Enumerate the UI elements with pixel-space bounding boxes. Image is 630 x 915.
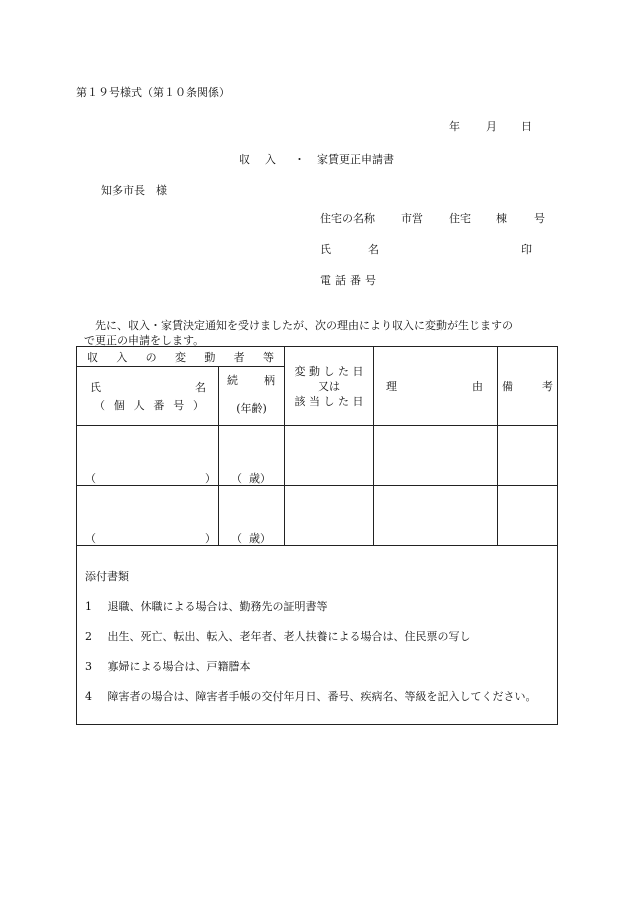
seal-mark: 印	[521, 243, 532, 256]
id-paren-close: ）	[205, 532, 216, 545]
reason-cell[interactable]	[374, 426, 498, 486]
change-date-line-3: 該 当 し た 日	[294, 394, 364, 408]
change-date-header	[285, 347, 374, 426]
attachments-title: 添付書類	[85, 570, 129, 583]
item-text: 退職、休職による場合は、勤務先の証明書等	[107, 600, 328, 613]
name-id-header	[77, 367, 219, 426]
title-char: 入	[265, 153, 276, 166]
table-row	[77, 486, 558, 546]
age-open: （	[231, 532, 242, 545]
item-text: 寡婦による場合は、戸籍謄本	[107, 660, 251, 673]
item-number: 3	[85, 660, 92, 673]
id-char: （	[94, 399, 105, 412]
attachment-item	[85, 628, 471, 644]
item-number: 2	[85, 630, 92, 643]
attachment-item	[85, 598, 328, 614]
name-cell[interactable]	[77, 426, 219, 486]
age-label: (年齢)	[236, 402, 267, 415]
reason-header	[374, 347, 498, 426]
relation-char-1: 続	[227, 374, 238, 387]
relation-cell[interactable]	[219, 426, 285, 486]
name-label-2: 名	[368, 243, 379, 256]
header-char: 変	[174, 350, 186, 364]
remarks-cell[interactable]	[498, 426, 558, 486]
residence-line	[320, 210, 550, 224]
phone-char: 話	[335, 274, 346, 287]
id-char: 号	[173, 399, 185, 412]
header-char: 等	[262, 350, 274, 364]
remarks-char-1: 備	[502, 380, 513, 393]
change-table	[76, 346, 558, 725]
intro-line-1: 先に、収入・家賃決定通知を受けましたが、次の理由により収入に変動が生じますの	[95, 319, 513, 332]
item-number: 4	[85, 690, 92, 703]
residence-label: 住宅の名称	[320, 212, 375, 225]
change-date-cell[interactable]	[285, 486, 374, 546]
title-char: ・	[294, 153, 305, 166]
id-paren-open: （	[85, 532, 96, 545]
age-unit: 歳）	[249, 472, 271, 485]
form-number: 第１９号様式（第１０条関係）	[76, 86, 230, 99]
id-paren-open: （	[85, 472, 96, 485]
title-char: 家賃更正申請書	[317, 153, 394, 166]
changer-header	[77, 347, 285, 367]
residence-city: 市営	[401, 212, 423, 225]
id-char: 人	[133, 399, 145, 412]
change-date-cell[interactable]	[285, 426, 374, 486]
relation-char-2: 柄	[264, 374, 275, 387]
name-char-2: 名	[195, 381, 206, 394]
name-cell[interactable]	[77, 486, 219, 546]
phone-char: 号	[365, 274, 376, 287]
id-char: 番	[153, 399, 165, 412]
residence-house: 住宅	[449, 212, 471, 225]
attachment-item	[85, 688, 537, 704]
name-label-1: 氏	[320, 243, 331, 256]
phone-char: 番	[350, 274, 361, 287]
relation-cell[interactable]	[219, 486, 285, 546]
header-char: の	[145, 350, 157, 364]
id-paren-close: ）	[205, 472, 216, 485]
header-char: 収	[87, 350, 98, 364]
id-char: 個	[113, 399, 125, 412]
header-char: 者	[233, 350, 245, 364]
name-char-1: 氏	[90, 381, 101, 394]
remarks-char-2: 考	[542, 380, 553, 393]
document-title	[239, 151, 394, 167]
reason-char-2: 由	[472, 380, 483, 393]
age-unit: 歳）	[249, 532, 271, 545]
change-date-line-2: 又は	[318, 379, 340, 393]
attachment-item	[85, 658, 251, 674]
item-text: 障害者の場合は、障害者手帳の交付年月日、番号、疾病名、等級を記入してください。	[107, 690, 537, 703]
title-char: 収	[239, 153, 250, 166]
header-char: 動	[204, 350, 216, 364]
item-text: 出生、死亡、転出、転入、老年者、老人扶養による場合は、住民票の写し	[107, 630, 471, 643]
relation-age-header	[219, 367, 285, 426]
phone-char: 電	[320, 274, 331, 287]
date-line	[449, 118, 532, 134]
phone-label	[320, 272, 380, 286]
remarks-header	[498, 347, 558, 426]
intro-line-2: で更正の申請をします。	[84, 334, 205, 347]
header-char: 入	[116, 350, 128, 364]
date-day: 日	[521, 120, 532, 133]
id-char: ）	[192, 399, 204, 412]
date-month: 月	[486, 120, 497, 133]
reason-char-1: 理	[386, 380, 397, 393]
change-date-line-1: 変 動 し た 日	[294, 364, 364, 378]
residence-building: 棟	[496, 212, 507, 225]
age-open: （	[231, 472, 242, 485]
item-number: 1	[85, 600, 92, 613]
remarks-cell[interactable]	[498, 486, 558, 546]
name-line	[320, 241, 540, 255]
attachments-section	[77, 546, 558, 725]
addressee: 知多市長 様	[101, 184, 167, 197]
residence-number: 号	[534, 212, 545, 225]
reason-cell[interactable]	[374, 486, 498, 546]
date-year: 年	[449, 120, 460, 133]
table-row	[77, 426, 558, 486]
